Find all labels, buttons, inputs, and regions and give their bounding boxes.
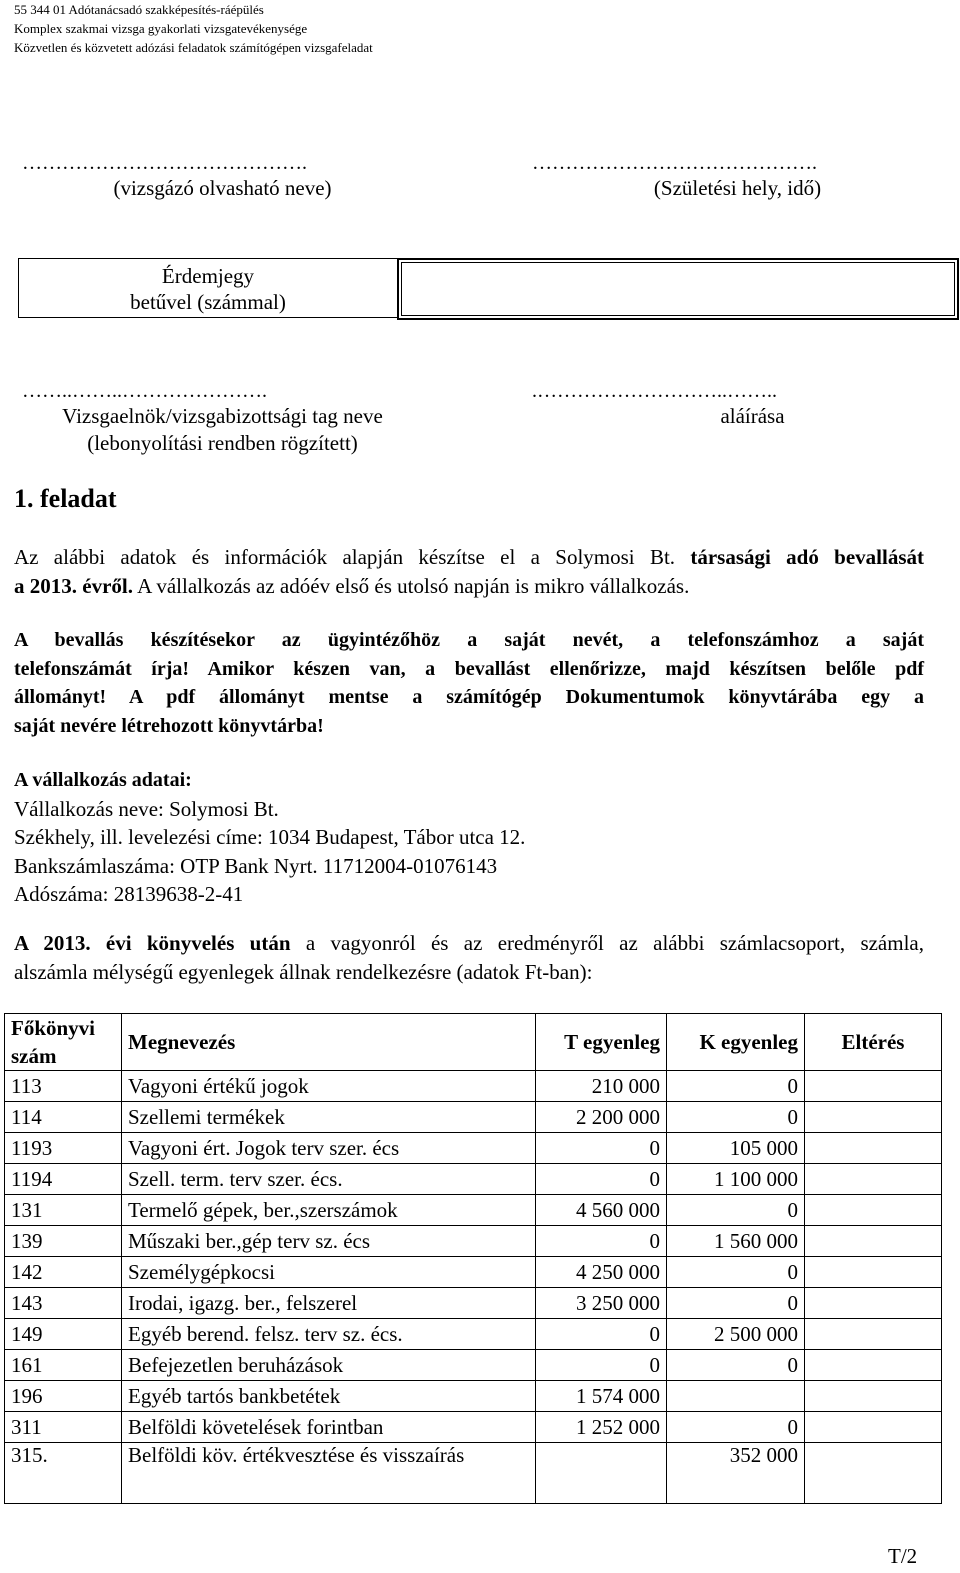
header-line-2: Komplex szakmai vizsga gyakorlati vizsgatevékenysége <box>14 21 308 36</box>
table-row <box>5 1319 942 1350</box>
cell-account-number: 1194 <box>5 1164 122 1195</box>
table-row <box>5 1381 942 1412</box>
cell-description: Műszaki ber.,gép terv sz. écs <box>122 1226 536 1257</box>
cell-description: Személygépkocsi <box>122 1257 536 1288</box>
cell-credit-balance: 0 <box>667 1412 805 1443</box>
cell-description: Irodai, igazg. ber., felszerel <box>122 1288 536 1319</box>
cell-difference <box>805 1226 942 1257</box>
cell-debit-balance: 0 <box>536 1350 667 1381</box>
cell-account-number: 161 <box>5 1350 122 1381</box>
header-line-1: 55 344 01 Adótanácsadó szakképesítés-ráépülés <box>14 2 264 17</box>
cell-account-number: 139 <box>5 1226 122 1257</box>
header-line-3: Közvetlen és közvetett adózási feladatok számítógépen vizsgafeladat <box>14 40 373 55</box>
cell-debit-balance: 0 <box>536 1226 667 1257</box>
accounts-table <box>4 1013 942 1504</box>
cell-difference <box>805 1164 942 1195</box>
birth-place-label: (Születési hely, idő) <box>653 176 822 200</box>
grade-label-box <box>18 258 398 318</box>
cell-debit-balance: 1 574 000 <box>536 1381 667 1412</box>
company-data <box>14 766 924 909</box>
cell-credit-balance: 2 500 000 <box>667 1319 805 1350</box>
cell-account-number: 149 <box>5 1319 122 1350</box>
table-row <box>5 1257 942 1288</box>
grade-label-line-1: Érdemjegy <box>161 264 255 288</box>
cell-difference <box>805 1412 942 1443</box>
cell-account-number: 315. <box>5 1443 122 1504</box>
p1-text-b: társasági adó bevallását <box>690 545 924 569</box>
p1-text-d: A vállalkozás az adóév első és utolsó napján is mikro vállalkozás. <box>137 573 690 598</box>
cell-debit-balance: 0 <box>536 1319 667 1350</box>
header-debit-balance: T egyenleg <box>536 1014 667 1071</box>
table-row <box>5 1195 942 1226</box>
table-row <box>5 1226 942 1257</box>
cell-difference <box>805 1350 942 1381</box>
cell-account-number: 114 <box>5 1102 122 1133</box>
task-title: 1. feladat <box>14 484 117 513</box>
cell-credit-balance: 0 <box>667 1288 805 1319</box>
header-description: Megnevezés <box>122 1014 536 1071</box>
p1-text-c: a 2013. évről. <box>14 573 133 598</box>
task-paragraph-2 <box>14 626 924 740</box>
header-difference: Eltérés <box>805 1014 942 1071</box>
cell-account-number: 143 <box>5 1288 122 1319</box>
cell-account-number: 1193 <box>5 1133 122 1164</box>
cell-description: Egyéb tartós bankbetétek <box>122 1381 536 1412</box>
table-row <box>5 1443 942 1504</box>
cell-credit-balance: 352 000 <box>667 1443 805 1504</box>
cell-debit-balance <box>536 1443 667 1504</box>
header-credit-balance: K egyenleg <box>667 1014 805 1071</box>
table-intro <box>14 929 924 986</box>
signature-dots: .………………………..…….. <box>532 380 777 402</box>
cell-account-number: 113 <box>5 1071 122 1102</box>
cell-difference <box>805 1381 942 1412</box>
p2-line-4: saját nevére létrehozott könyvtárba! <box>14 714 324 737</box>
cell-difference <box>805 1319 942 1350</box>
cell-difference <box>805 1288 942 1319</box>
cell-credit-balance: 0 <box>667 1350 805 1381</box>
cell-difference <box>805 1195 942 1226</box>
cell-difference <box>805 1257 942 1288</box>
cell-difference <box>805 1102 942 1133</box>
cell-description: Szell. term. terv szer. écs. <box>122 1164 536 1195</box>
cell-debit-balance: 3 250 000 <box>536 1288 667 1319</box>
cell-credit-balance <box>667 1381 805 1412</box>
intro-rest: a vagyonról és az eredményről az alábbi számlacsoport, számla, <box>290 931 924 955</box>
page-number: T/2 <box>888 1544 918 1568</box>
cell-credit-balance: 1 560 000 <box>667 1226 805 1257</box>
examiner-name-label: Vizsgaelnök/vizsgabizottsági tag neve <box>62 404 383 428</box>
cell-description: Befejezetlen beruházások <box>122 1350 536 1381</box>
task-paragraph-1 <box>14 543 924 600</box>
cell-description: Szellemi termékek <box>122 1102 536 1133</box>
cell-description: Belföldi köv. értékvesztése és visszaírás <box>122 1443 536 1504</box>
table-row <box>5 1164 942 1195</box>
cell-description: Egyéb berend. felsz. terv sz. écs. <box>122 1319 536 1350</box>
table-row <box>5 1350 942 1381</box>
table-row <box>5 1071 942 1102</box>
cell-description: Belföldi követelések forintban <box>122 1412 536 1443</box>
cell-debit-balance: 1 252 000 <box>536 1412 667 1443</box>
header-account-number: Főkönyvi szám <box>5 1014 122 1071</box>
table-header-row <box>5 1014 942 1071</box>
candidate-name-label: (vizsgázó olvasható neve) <box>113 176 332 200</box>
p2-line-1: A bevallás készítésekor az ügyintézőhöz a saját nevét, a telefonszámhoz a saját <box>14 629 924 651</box>
company-heading: A vállalkozás adatai: <box>14 769 192 791</box>
cell-debit-balance: 2 200 000 <box>536 1102 667 1133</box>
cell-debit-balance: 0 <box>536 1133 667 1164</box>
company-name: Vállalkozás neve: Solymosi Bt. <box>14 796 279 821</box>
cell-account-number: 131 <box>5 1195 122 1226</box>
table-row <box>5 1102 942 1133</box>
table-row <box>5 1288 942 1319</box>
grade-label-line-2: betűvel (számmal) <box>130 290 286 314</box>
p1-text-a: Az alábbi adatok és információk alapján készítse el a Solymosi Bt. <box>14 545 676 569</box>
birth-place-dots: ……………………………………. <box>532 152 817 174</box>
grade-input-box[interactable] <box>397 258 959 320</box>
cell-account-number: 142 <box>5 1257 122 1288</box>
company-bank: Bankszámlaszáma: OTP Bank Nyrt. 11712004-01076143 <box>14 853 498 878</box>
cell-credit-balance: 0 <box>667 1257 805 1288</box>
company-tax-number: Adószáma: 28139638-2-41 <box>14 882 244 906</box>
cell-credit-balance: 1 100 000 <box>667 1164 805 1195</box>
table-row <box>5 1412 942 1443</box>
cell-debit-balance: 4 560 000 <box>536 1195 667 1226</box>
cell-description: Vagyoni értékű jogok <box>122 1071 536 1102</box>
cell-debit-balance: 0 <box>536 1164 667 1195</box>
cell-difference <box>805 1071 942 1102</box>
candidate-name-dots: ……………………………………. <box>22 152 307 174</box>
cell-difference <box>805 1133 942 1164</box>
cell-description: Termelő gépek, ber.,szerszámok <box>122 1195 536 1226</box>
cell-credit-balance: 0 <box>667 1195 805 1226</box>
cell-credit-balance: 0 <box>667 1071 805 1102</box>
signature-label: aláírása <box>720 404 785 428</box>
intro-line-2: alszámla mélységű egyenlegek állnak rendelkezésre (adatok Ft-ban): <box>14 959 593 984</box>
cell-debit-balance: 4 250 000 <box>536 1257 667 1288</box>
table-row <box>5 1133 942 1164</box>
intro-bold: A 2013. évi könyvelés után <box>14 931 291 955</box>
cell-credit-balance: 0 <box>667 1102 805 1133</box>
examiner-name-note: (lebonyolítási rendben rögzített) <box>87 431 358 455</box>
cell-difference <box>805 1443 942 1504</box>
p2-line-2: telefonszámát írja! Amikor készen van, a bevallást ellenőrizze, majd készítsen belőle pdf <box>14 657 924 680</box>
cell-credit-balance: 105 000 <box>667 1133 805 1164</box>
p2-line-3: állományt! A pdf állományt mentse a számítógép Dokumentumok könyvtárába egy a <box>14 686 924 708</box>
examiner-name-dots: ……..……..…………………. <box>22 380 267 402</box>
cell-debit-balance: 210 000 <box>536 1071 667 1102</box>
company-address: Székhely, ill. levelezési címe: 1034 Budapest, Tábor utca 12. <box>14 825 526 849</box>
header <box>14 0 373 57</box>
cell-description: Vagyoni ért. Jogok terv szer. écs <box>122 1133 536 1164</box>
cell-account-number: 196 <box>5 1381 122 1412</box>
cell-account-number: 311 <box>5 1412 122 1443</box>
